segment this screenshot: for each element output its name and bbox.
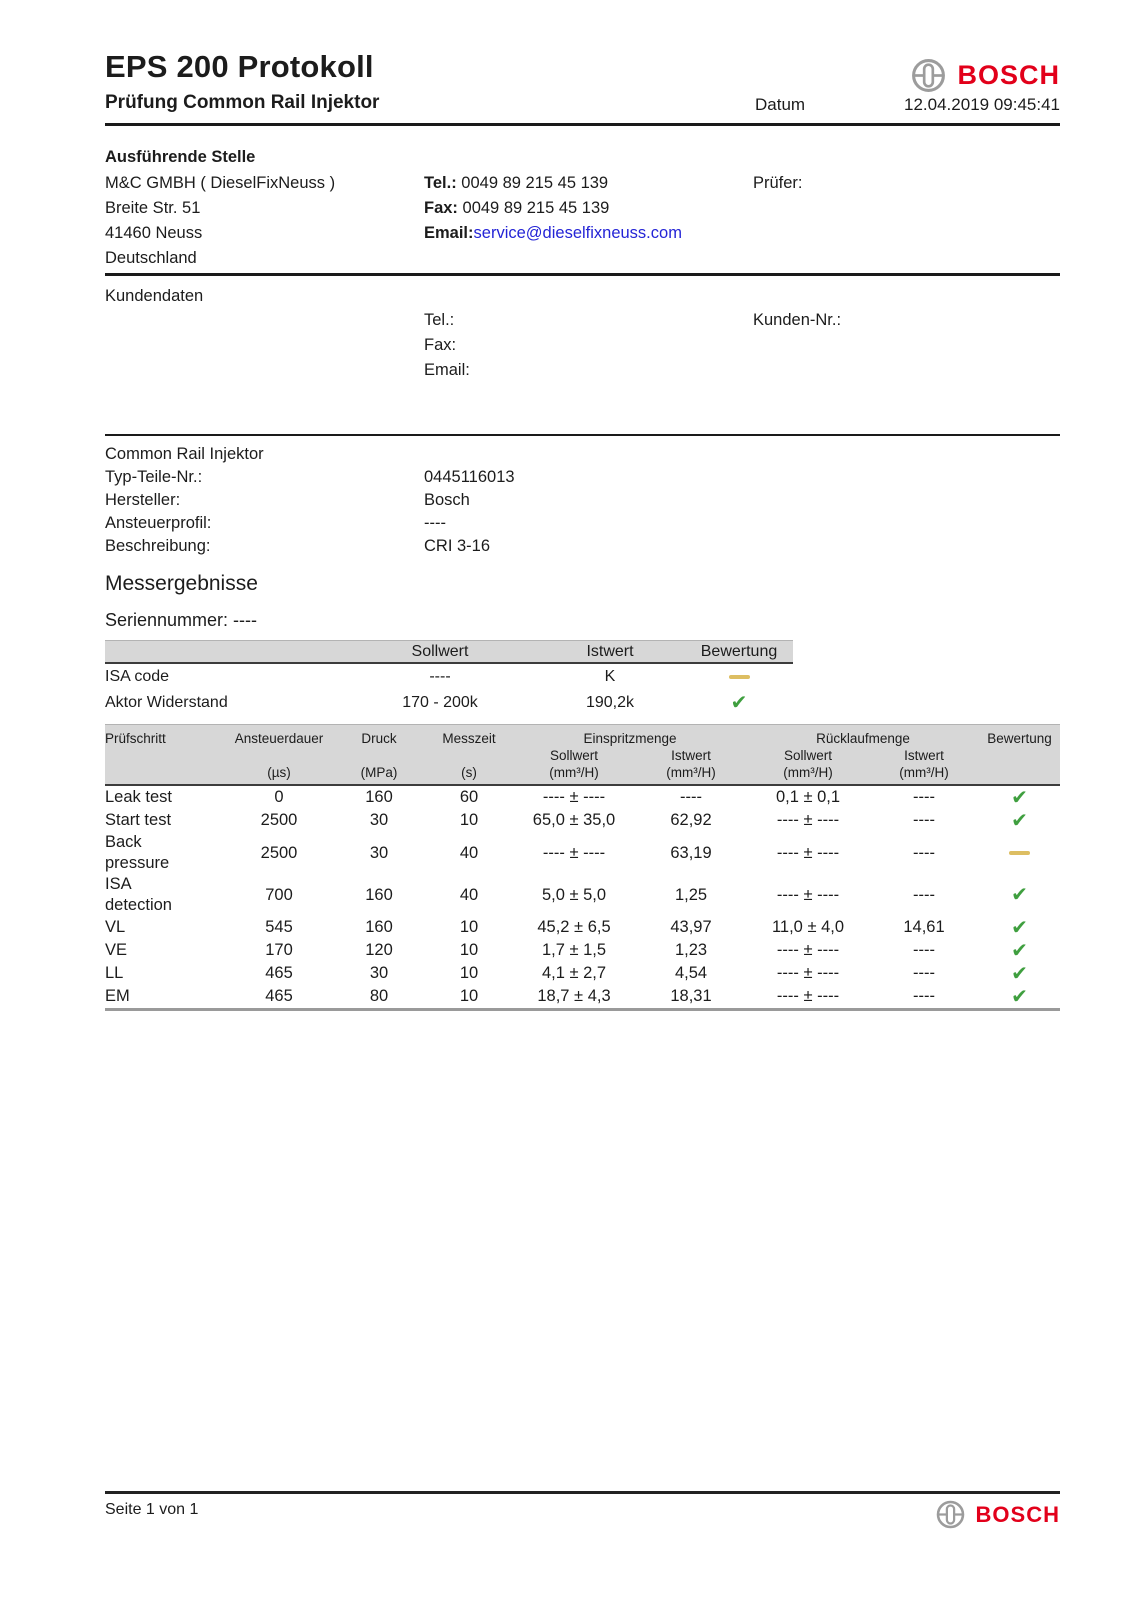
bosch-anchor-icon	[935, 1499, 966, 1530]
test-row-rueck-sollwert: ---- ± ----	[776, 941, 840, 959]
unit-s: (s)	[461, 765, 477, 780]
test-row-rueck-sollwert: ---- ± ----	[776, 885, 840, 904]
test-table-row	[105, 916, 1060, 939]
subcol-ein-istwert: Istwert	[671, 748, 711, 763]
customer-heading: Kundendaten	[105, 287, 204, 305]
test-table-row	[105, 809, 1060, 832]
unit-mm3h: (mm³/H)	[549, 765, 599, 780]
unit-mpa: (MPa)	[360, 765, 398, 780]
messergebnisse-heading: Messergebnisse	[105, 572, 258, 595]
summary-row-sollwert: 170 - 200k	[402, 694, 478, 711]
test-row-rueck-istwert: ----	[913, 788, 935, 806]
test-row-bewertung	[979, 985, 1060, 1008]
test-row-ein-istwert: 4,54	[674, 964, 708, 982]
summary-row-istwert: 190,2k	[585, 694, 635, 711]
test-row-bewertung	[979, 809, 1060, 832]
test-row-rueck-istwert: 14,61	[903, 918, 945, 936]
injector-field-label: Ansteuerprofil:	[105, 514, 212, 532]
page-subtitle: Prüfung Common Rail Injektor	[105, 92, 380, 113]
company-street: Breite Str. 51	[105, 199, 201, 217]
test-row-name: Start test	[105, 811, 172, 829]
test-row-name: EM	[105, 987, 130, 1005]
test-row-druck: 160	[365, 885, 393, 904]
summary-col-bewertung: Bewertung	[700, 642, 778, 660]
summary-table	[105, 640, 793, 716]
test-row-ein-istwert: 63,19	[670, 843, 712, 862]
col-ruecklaufmenge: Rücklaufmenge	[816, 730, 910, 746]
col-ansteuerdauer: Ansteuerdauer	[234, 730, 324, 746]
test-row-ansteuerdauer: 465	[265, 987, 293, 1005]
injector-field-row	[105, 512, 1060, 535]
test-row-ansteuerdauer: 2500	[260, 811, 298, 829]
datum-label: Datum	[755, 95, 806, 114]
test-row-ein-sollwert: ---- ± ----	[542, 788, 606, 806]
bosch-wordmark: BOSCH	[975, 1501, 1060, 1527]
test-row-ansteuerdauer: 2500	[260, 843, 298, 862]
bewertung-icon	[1011, 987, 1028, 1007]
test-row-druck: 30	[369, 843, 389, 862]
test-row-rueck-istwert: ----	[913, 843, 935, 862]
col-pruefschritt: Prüfschritt	[105, 730, 166, 746]
test-row-ein-sollwert: ---- ± ----	[542, 843, 606, 862]
summary-table-row	[105, 690, 793, 716]
test-row-messzeit: 10	[459, 964, 479, 982]
test-row-bewertung	[979, 916, 1060, 939]
test-row-ein-sollwert: 18,7 ± 4,3	[537, 987, 611, 1005]
test-row-druck: 160	[365, 788, 393, 806]
test-table-row	[105, 962, 1060, 985]
summary-row-istwert: K	[604, 668, 616, 685]
test-row-ansteuerdauer: 170	[265, 941, 293, 959]
test-row-druck: 120	[365, 941, 393, 959]
email-link[interactable]: service@dieselfixneuss.com	[473, 224, 682, 242]
unit-us: (µs)	[267, 765, 291, 780]
divider	[105, 123, 1060, 126]
test-row-messzeit: 40	[459, 885, 479, 904]
test-table-row	[105, 939, 1060, 962]
bewertung-icon	[1011, 811, 1028, 831]
test-row-rueck-sollwert: 11,0 ± 4,0	[771, 918, 845, 936]
customer-fax-label: Fax:	[424, 336, 457, 354]
injector-field-label: Hersteller:	[105, 491, 181, 509]
email-label: Email:	[424, 224, 474, 242]
test-row-ansteuerdauer: 545	[265, 918, 293, 936]
subcol-ein-sollwert: Sollwert	[549, 748, 598, 763]
fax-value: 0049 89 215 45 139	[462, 199, 610, 217]
tel-value: 0049 89 215 45 139	[461, 174, 609, 192]
summary-col-sollwert: Sollwert	[411, 642, 469, 660]
bewertung-icon	[731, 693, 748, 713]
injector-field-value: CRI 3-16	[424, 537, 491, 555]
tel-label: Tel.:	[424, 174, 457, 192]
summary-row-label: ISA code	[105, 668, 170, 685]
injector-field-value: 0445116013	[424, 468, 515, 486]
test-row-druck: 30	[369, 964, 389, 982]
unit-mm3h: (mm³/H)	[783, 765, 833, 780]
test-row-bewertung	[979, 874, 1060, 916]
test-row-name: ISA detection	[105, 875, 172, 914]
test-row-rueck-sollwert: 0,1 ± 0,1	[775, 788, 841, 806]
test-row-messzeit: 10	[459, 918, 479, 936]
col-bewertung: Bewertung	[987, 730, 1052, 746]
test-row-ein-istwert: 43,97	[670, 918, 712, 936]
summary-row-bewertung	[685, 690, 793, 716]
customer-tel-label: Tel.:	[424, 311, 455, 329]
summary-table-body	[105, 664, 793, 716]
unit-mm3h: (mm³/H)	[666, 765, 716, 780]
bewertung-icon	[1011, 941, 1028, 961]
company-name: M&C GMBH ( DieselFixNeuss )	[105, 174, 336, 192]
test-row-bewertung	[979, 962, 1060, 985]
bewertung-icon	[729, 675, 750, 679]
injector-field-row	[105, 489, 1060, 512]
executing-office-section	[105, 126, 1060, 276]
test-row-bewertung	[979, 786, 1060, 809]
test-row-rueck-istwert: ----	[913, 885, 935, 904]
fax-label: Fax:	[424, 199, 458, 217]
customer-section	[105, 276, 1060, 436]
page-number: Seite 1 von 1	[105, 1501, 199, 1518]
bewertung-icon	[1011, 885, 1028, 905]
test-row-ein-istwert: 18,31	[670, 987, 712, 1005]
test-row-rueck-istwert: ----	[913, 964, 935, 982]
datum-value: 12.04.2019 09:45:41	[904, 95, 1060, 114]
test-row-rueck-sollwert: ---- ± ----	[776, 811, 840, 829]
test-table-header	[105, 724, 1060, 786]
injector-field-label: Typ-Teile-Nr.:	[105, 468, 203, 486]
test-row-ein-sollwert: 45,2 ± 6,5	[537, 918, 611, 936]
test-row-name: Back pressure	[105, 833, 170, 872]
test-row-rueck-sollwert: ---- ± ----	[776, 843, 840, 862]
col-einspritzmenge: Einspritzmenge	[583, 730, 677, 746]
test-row-rueck-sollwert: ---- ± ----	[776, 987, 840, 1005]
test-row-rueck-istwert: ----	[913, 941, 935, 959]
subcol-rueck-istwert: Istwert	[904, 748, 944, 763]
test-row-name: Leak test	[105, 788, 172, 806]
summary-row-bewertung	[685, 664, 793, 690]
pruefer-label: Prüfer:	[753, 174, 803, 192]
summary-col-istwert: Istwert	[586, 642, 634, 660]
injector-section	[105, 436, 1060, 632]
test-row-ein-istwert: 1,23	[674, 941, 708, 959]
kunden-nr-label: Kunden-Nr.:	[753, 311, 842, 329]
test-row-ansteuerdauer: 0	[274, 788, 284, 806]
test-table-row	[105, 874, 1060, 916]
company-city: 41460 Neuss	[105, 224, 203, 242]
test-row-bewertung	[979, 832, 1060, 874]
bewertung-icon	[1011, 964, 1028, 984]
bewertung-icon	[1009, 851, 1030, 855]
summary-table-row	[105, 664, 793, 690]
injector-fields	[105, 466, 1060, 558]
document-header	[105, 0, 1060, 126]
col-druck: Druck	[361, 730, 397, 746]
test-row-druck: 30	[369, 811, 389, 829]
executing-office-heading: Ausführende Stelle	[105, 148, 256, 166]
test-row-messzeit: 10	[459, 941, 479, 959]
bewertung-icon	[1011, 918, 1028, 938]
test-row-messzeit: 10	[459, 811, 479, 829]
injector-field-label: Beschreibung:	[105, 537, 211, 555]
test-row-messzeit: 60	[459, 788, 479, 806]
test-row-messzeit: 10	[459, 987, 479, 1005]
test-row-ein-istwert: ----	[680, 788, 702, 806]
test-table-row	[105, 786, 1060, 809]
page-footer	[105, 1491, 1060, 1530]
test-row-ansteuerdauer: 465	[265, 964, 293, 982]
subcol-rueck-sollwert: Sollwert	[783, 748, 832, 763]
test-row-name: LL	[105, 964, 124, 982]
unit-mm3h: (mm³/H)	[899, 765, 949, 780]
col-messzeit: Messzeit	[442, 730, 496, 746]
summary-row-sollwert: ----	[429, 668, 451, 685]
test-row-rueck-istwert: ----	[913, 811, 935, 829]
injector-field-row	[105, 466, 1060, 489]
injector-field-value: ----	[424, 514, 446, 532]
test-row-ein-sollwert: 4,1 ± 2,7	[541, 964, 607, 982]
test-row-messzeit: 40	[459, 843, 479, 862]
test-row-ein-istwert: 62,92	[670, 811, 712, 829]
test-row-rueck-istwert: ----	[913, 987, 935, 1005]
test-table	[105, 724, 1060, 1011]
bewertung-icon	[1011, 788, 1028, 808]
injector-heading: Common Rail Injektor	[105, 445, 264, 463]
test-row-name: VE	[105, 941, 128, 959]
bosch-wordmark: BOSCH	[957, 60, 1060, 90]
test-table-row	[105, 832, 1060, 874]
seriennummer-line: Seriennummer: ----	[105, 610, 258, 630]
test-row-bewertung	[979, 939, 1060, 962]
test-row-ein-sollwert: 1,7 ± 1,5	[541, 941, 607, 959]
customer-email-label: Email:	[424, 361, 470, 379]
injector-field-value: Bosch	[424, 491, 470, 509]
company-country: Deutschland	[105, 249, 197, 267]
bosch-logo-footer	[935, 1499, 1060, 1530]
test-row-rueck-sollwert: ---- ± ----	[776, 964, 840, 982]
test-row-ein-istwert: 1,25	[674, 885, 708, 904]
test-row-name: VL	[105, 918, 126, 936]
test-table-row	[105, 985, 1060, 1008]
test-row-ein-sollwert: 5,0 ± 5,0	[541, 885, 607, 904]
injector-field-row	[105, 535, 1060, 558]
test-table-body	[105, 786, 1060, 1011]
summary-table-header	[105, 640, 793, 664]
page-title: EPS 200 Protokoll	[105, 49, 374, 84]
test-row-druck: 80	[369, 987, 389, 1005]
summary-row-label: Aktor Widerstand	[105, 694, 228, 711]
test-row-ein-sollwert: 65,0 ± 35,0	[532, 811, 616, 829]
test-row-druck: 160	[365, 918, 393, 936]
test-row-ansteuerdauer: 700	[265, 885, 293, 904]
